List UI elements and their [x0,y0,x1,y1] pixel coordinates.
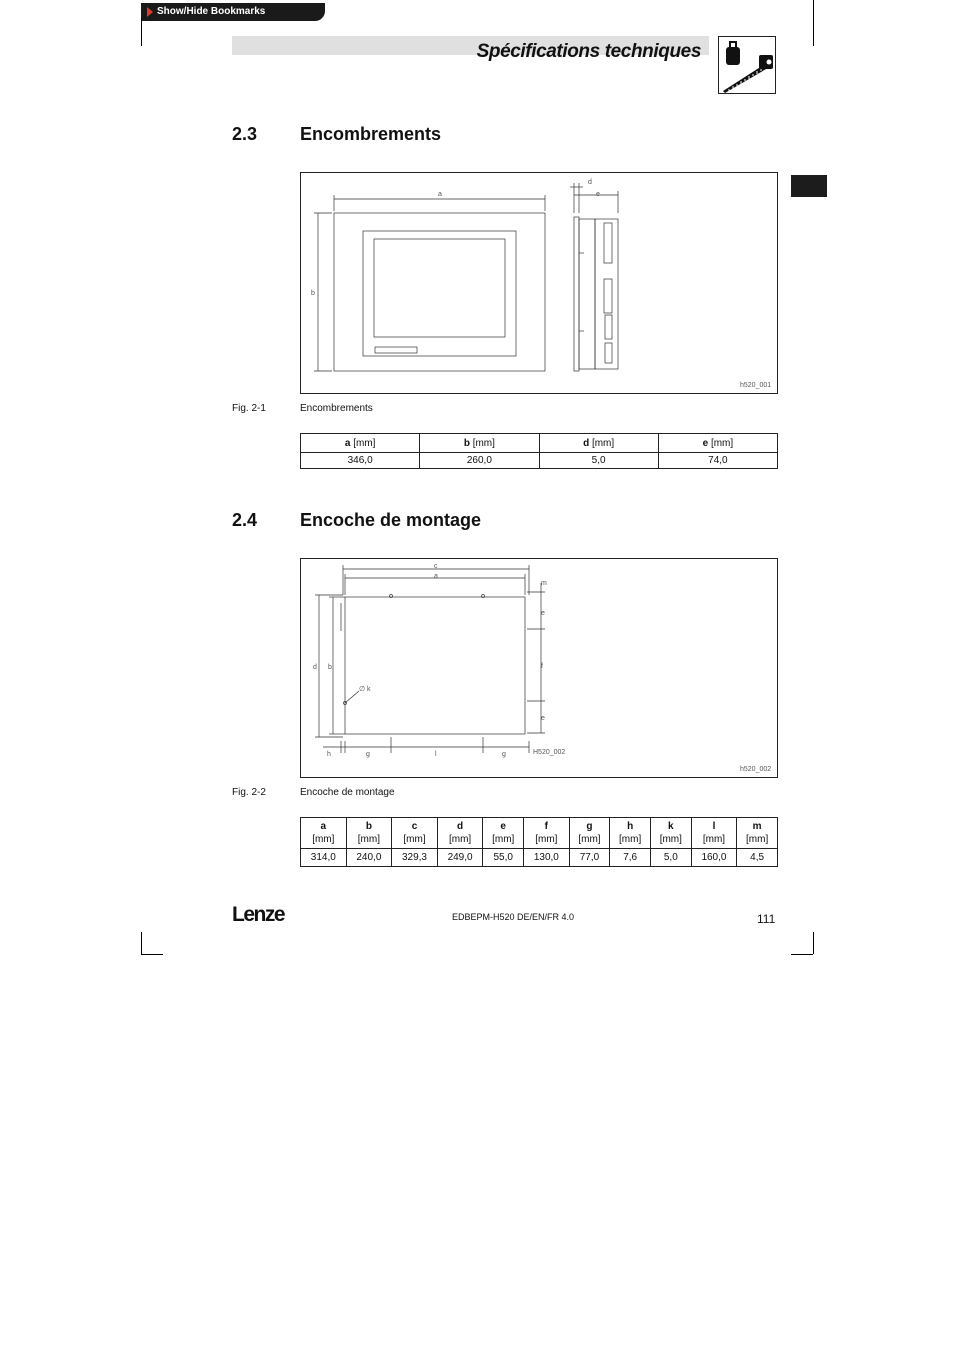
table-header-cell: d [mm] [437,818,483,849]
table-cell: 160,0 [691,849,737,867]
mounting-cutout-table [300,817,778,867]
crop-mark [813,0,814,46]
table-cell: 240,0 [346,849,392,867]
table-header-cell: g [mm] [569,818,610,849]
table-cell: 314,0 [301,849,347,867]
dim-label-a: a [438,191,442,198]
figure-inner-id: H520_002 [533,749,566,756]
dim-label-g: g [366,751,370,758]
section-number: 2.3 [232,124,258,144]
dim-label-e: e [541,610,545,617]
document-reference: EDBEPM-H520 DE/EN/FR 4.0 [452,912,575,922]
figure-caption-text: Encombrements [300,403,373,414]
dim-label-m: m [541,580,547,587]
section-number: 2.4 [232,510,258,530]
page-header-title: Spécifications techniques [476,41,701,62]
chapter-tab-marker [791,175,827,197]
section-title: Encoche de montage [300,510,482,530]
table-cell: 5,0 [539,453,658,469]
table-header-cell: k [mm] [650,818,691,849]
figure-caption-label: Fig. 2-1 [232,403,266,414]
dim-label-b: b [328,664,332,671]
dim-label-l: l [435,751,437,758]
table-cell: 346,0 [301,453,420,469]
table-header-cell: d [mm] [539,434,658,453]
table-cell: 5,0 [650,849,691,867]
bookmark-arrow-icon [147,7,153,17]
table-header-cell: b [mm] [346,818,392,849]
crop-mark [813,932,814,954]
table-header-cell: a [mm] [301,434,420,453]
table-header-cell: e [mm] [483,818,524,849]
dim-label-a: a [434,573,438,580]
dim-label-k: ∅ k [359,686,371,693]
table-header-cell: m [mm] [737,818,778,849]
dim-label-g: g [502,751,506,758]
dim-label-c: c [434,563,438,570]
table-header-cell: a [mm] [301,818,347,849]
figure-dimensions [300,172,778,394]
table-cell: 7,6 [610,849,651,867]
figure-id: h520_001 [740,382,772,389]
table-cell: 77,0 [569,849,610,867]
table-cell: 130,0 [524,849,570,867]
section-title: Encombrements [300,124,442,144]
table-header-cell: b [mm] [420,434,539,453]
dim-label-d: d [313,664,317,671]
table-row [301,453,778,469]
table-cell: 4,5 [737,849,778,867]
figure-id: h520_002 [740,766,772,773]
specs-weight-ruler-icon [718,36,776,94]
dim-label-f: f [541,663,543,670]
figure-caption-label: Fig. 2-2 [232,787,266,798]
dim-label-d: d [588,179,592,186]
table-header-cell: l [mm] [691,818,737,849]
table-header-cell: f [mm] [524,818,570,849]
table-header-cell: e [mm] [658,434,777,453]
crop-mark [141,932,142,954]
table-cell: 74,0 [658,453,777,469]
dim-label-b: b [311,290,315,297]
table-cell: 329,3 [392,849,438,867]
table-header-cell: h [mm] [610,818,651,849]
table-header-row [301,818,778,849]
figure-caption-text: Encoche de montage [300,787,395,798]
table-header-cell: c [mm] [392,818,438,849]
dimensions-table [300,433,778,469]
dim-label-e: e [596,191,600,198]
figure-mounting-cutout [300,558,778,778]
bookmark-label: Show/Hide Bookmarks [157,6,266,17]
crop-mark [141,18,142,46]
table-cell: 55,0 [483,849,524,867]
table-row [301,849,778,867]
crop-mark [791,954,813,955]
show-hide-bookmarks-button[interactable] [141,3,325,21]
page-number: 111 [757,912,776,926]
crop-mark [141,954,163,955]
dim-label-e: e [541,715,545,722]
table-cell: 249,0 [437,849,483,867]
table-header-row [301,434,778,453]
dim-label-h: h [327,751,331,758]
table-cell: 260,0 [420,453,539,469]
lenze-logo: Lenze [232,903,285,926]
